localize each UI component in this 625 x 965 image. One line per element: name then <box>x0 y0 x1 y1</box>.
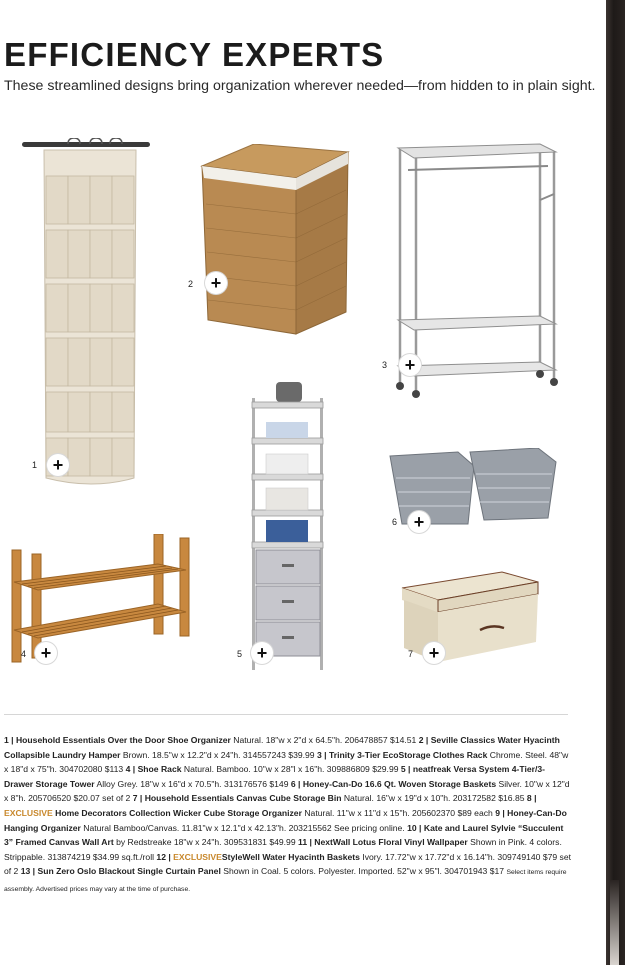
book-spine-edge <box>606 0 625 965</box>
desc-item-7: 7 | Household Essentials Canvas Cube Storage Bin Natural. 16"w x 19"d x 10"h. 203172582 $16.85 <box>132 793 525 804</box>
desc-item-5: 5 | neatfreak Versa System 4-Tier/3-Drawer Storage Tower Alloy Grey. 18"w x 16"d x 70.5"h. 313176576 $149 <box>4 764 546 789</box>
product-number: 2 <box>188 279 194 289</box>
page-subtitle: These streamlined designs bring organization wherever needed—from hidden to in plain sight. <box>4 78 596 94</box>
laundry-hamper-image <box>196 144 352 340</box>
shoe-organizer-image <box>22 138 152 490</box>
plus-icon[interactable]: + <box>47 454 69 476</box>
desc-item-9: 9 | Honey-Can-Do Hanging Organizer Natural Bamboo/Canvas. 11.81"w x 12.1"d x 42.13"h. 203215562 See pricing online. <box>4 807 567 833</box>
product-number: 1 <box>32 460 38 470</box>
divider <box>4 714 568 715</box>
exclusive-badge: EXCLUSIVE <box>173 851 222 862</box>
desc-item-3: 3 | Trinity 3-Tier EcoStorage Clothes Rack Chrome. Steel. 48"w x 18"d x 75"h. 304702080 $113 <box>4 749 569 775</box>
product-number: 3 <box>382 360 388 370</box>
exclusive-badge: EXCLUSIVE <box>4 807 53 818</box>
desc-item-10: 10 | Kate and Laurel Sylvie “Succulent 3” Framed Canvas Wall Art by Redstreake 18"w x 24"h. 309531831 $49.99 <box>4 822 564 848</box>
plus-icon[interactable]: + <box>251 642 273 664</box>
plus-icon[interactable]: + <box>399 354 421 376</box>
plus-icon[interactable]: + <box>423 642 445 664</box>
storage-tower-image <box>248 378 328 674</box>
plus-icon[interactable]: + <box>408 511 430 533</box>
desc-item-2: 2 | Seville Classics Water Hyacinth Collapsible Laundry Hamper Brown. 18.5"w x 12.2"d x 24"h. 314557243 $39.99 <box>4 735 560 760</box>
product-number: 6 <box>392 517 398 527</box>
desc-item-12: 12 | EXCLUSIVEStyleWell Water Hyacinth Baskets Ivory. 17.72"w x 17.72"d x 16.14"h. 309749140 $79 set of 2 <box>4 851 572 877</box>
product-descriptions <box>4 733 572 898</box>
desc-item-8: 8 | EXCLUSIVE Home Decorators Collection Wicker Cube Storage Organizer Natural. 11"w x 11"d x 15"h. 205602370 $89 each <box>4 793 537 818</box>
product-number: 4 <box>21 649 27 659</box>
plus-icon[interactable]: + <box>35 642 57 664</box>
desc-item-11: 11 | NextWall Lotus Floral Vinyl Wallpaper Shown in Pink. 4 colors. Strippable. 313874219 $34.99 sq.ft./roll <box>4 837 562 862</box>
desc-item-4: 4 | Shoe Rack Natural. Bamboo. 10"w x 28"l x 16"h. 309886809 $29.99 <box>125 764 399 775</box>
footnote: Select items require assembly. Advertised prices may vary at the time of purchase. <box>4 869 567 893</box>
canvas-storage-bin-image <box>398 570 540 664</box>
product-number: 5 <box>237 649 243 659</box>
page-title: EFFICIENCY EXPERTS <box>4 36 385 73</box>
desc-item-6: 6 | Honey-Can-Do 16.6 Qt. Woven Storage Baskets Silver. 10"w x 12"d x 8"h. 205706520 $20.07 set of 2 <box>4 778 570 804</box>
desc-item-1: 1 | Household Essentials Over the Door Shoe Organizer Natural. 18"w x 2"d x 64.5"h. 206478857 $14.51 <box>4 735 417 745</box>
shoe-rack-image <box>8 534 194 664</box>
plus-icon[interactable]: + <box>205 272 227 294</box>
product-number: 7 <box>408 649 414 659</box>
desc-item-13: 13 | Sun Zero Oslo Blackout Single Curtain Panel Shown in Coal. 5 colors. Polyester. Imported. 52"w x 95"l. 304701943 $17 <box>20 866 505 877</box>
